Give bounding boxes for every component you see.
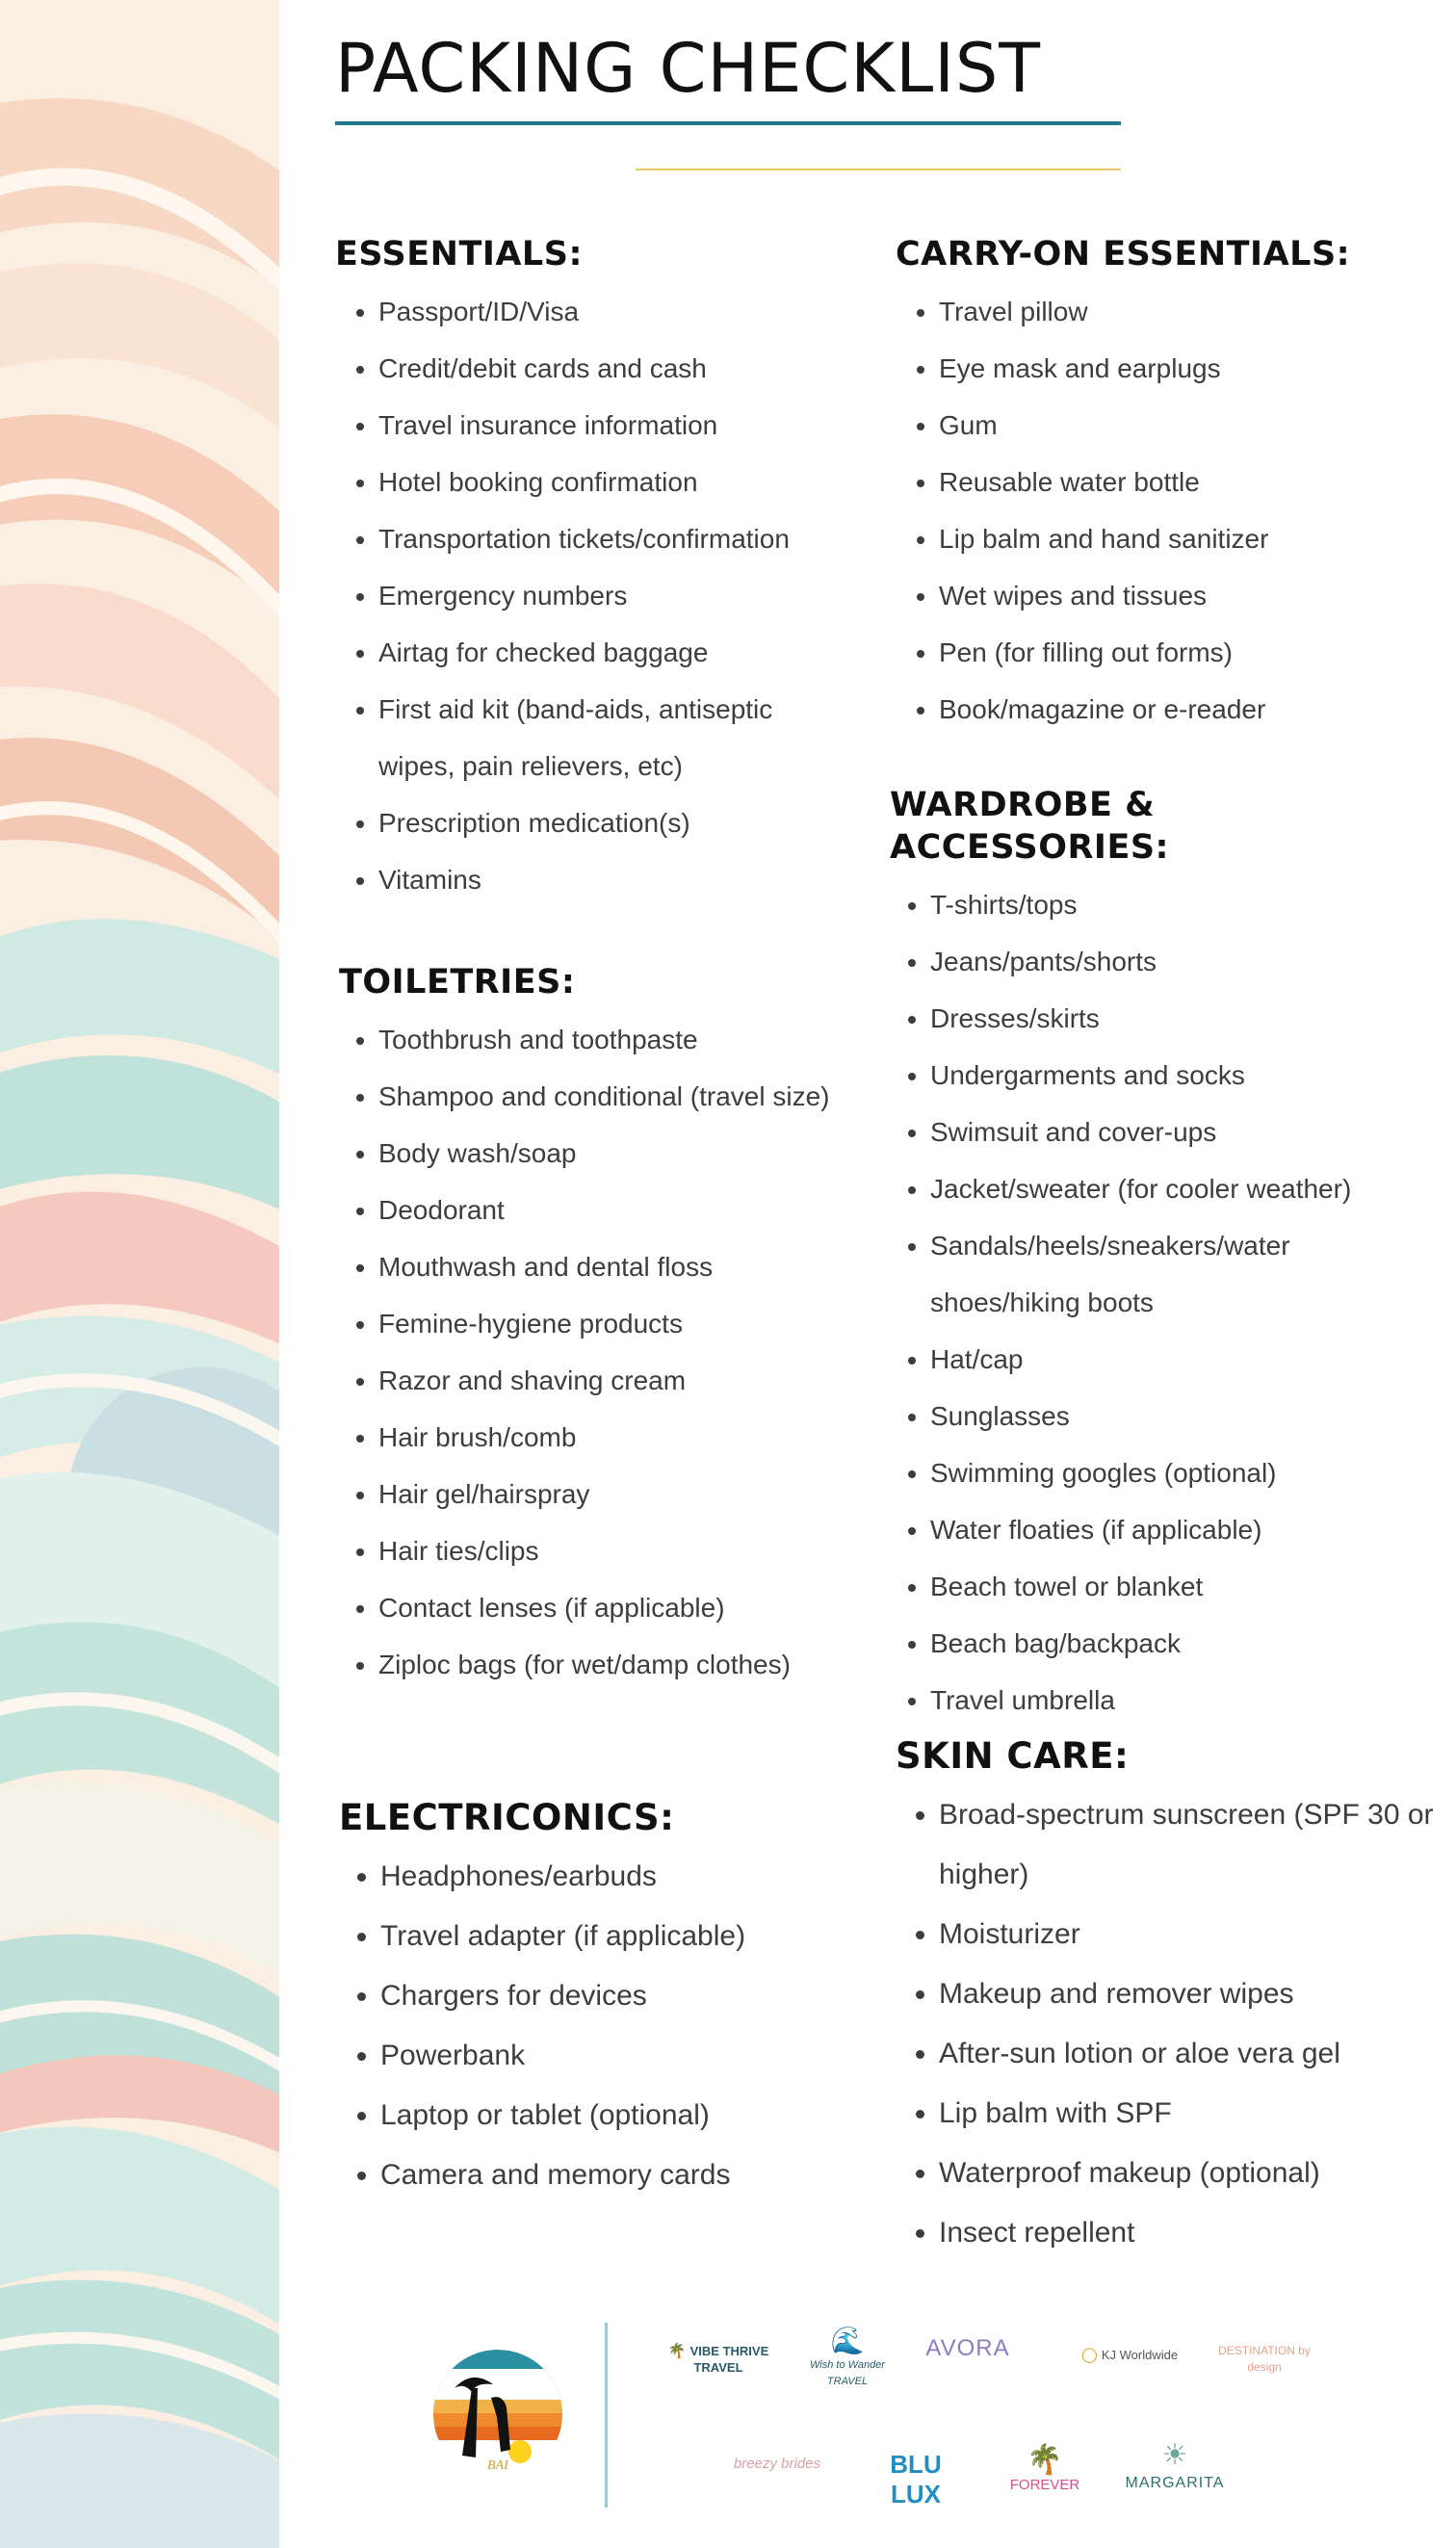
partner-name: Wish to Wander TRAVEL [810, 2359, 885, 2387]
list-item: • Dresses/skirts [930, 990, 1439, 1047]
list-item: • Laptop or tablet (optional) [380, 2086, 859, 2145]
section-heading: SKIN CARE: [896, 1735, 1130, 1777]
section-heading: CARRY-ON ESSENTIALS: [896, 235, 1351, 273]
list-item: • Beach bag/backpack [930, 1615, 1439, 1672]
list-item: • Wet wipes and tissues [939, 567, 1435, 624]
partner-logo [920, 2335, 1016, 2362]
section-heading: TOILETRIES: [339, 963, 576, 1001]
carryon-list [896, 283, 1435, 738]
palm-icon: 🌴 [667, 2343, 687, 2359]
partner-name: AVORA [925, 2335, 1010, 2361]
list-item: • Femine-hygiene products [378, 1295, 859, 1352]
partner-logo [863, 2450, 969, 2509]
essentials-section [335, 233, 855, 908]
wardrobe-section [890, 784, 1439, 1729]
list-item: • Deodorant [378, 1182, 859, 1238]
list-item: • Hair brush/comb [378, 1409, 859, 1466]
partner-logo [1211, 2342, 1317, 2375]
essentials-list [335, 283, 855, 908]
brand-logo-text: BAI [487, 2458, 508, 2473]
partner-name: BLU LUX [890, 2450, 942, 2509]
partner-name: FOREVER [1009, 2477, 1080, 2493]
partner-logo [1001, 2444, 1088, 2493]
brand-logo [433, 2350, 562, 2479]
electronics-section [339, 1797, 859, 2205]
list-item: • Swimming googles (optional) [930, 1444, 1439, 1501]
list-item: • Razor and shaving cream [378, 1352, 859, 1409]
partner-name: KJ Worldwide [1101, 2348, 1179, 2362]
list-item: • Travel insurance information [378, 397, 855, 454]
list-item: • Eye mask and earplugs [939, 340, 1435, 397]
list-item: • Lip balm and hand sanitizer [939, 510, 1435, 567]
skincare-list [896, 1785, 1435, 2263]
partner-name: MARGARITA [1125, 2475, 1225, 2491]
list-item: • After-sun lotion or aloe vera gel [939, 2024, 1435, 2084]
section-heading: WARDROBE & ACCESSORIES: [890, 786, 1170, 867]
list-item: • Hat/cap [930, 1331, 1439, 1388]
list-item: • Undergarments and socks [930, 1047, 1439, 1104]
list-item: • Jacket/sweater (for cooler weather) [930, 1160, 1439, 1217]
list-item: • Broad-spectrum sunscreen (SPF 30 or higher) [939, 1785, 1435, 1905]
list-item: • Ziploc bags (for wet/damp clothes) [378, 1636, 859, 1693]
list-item: • Vitamins [378, 851, 855, 908]
list-item: • Hair ties/clips [378, 1522, 859, 1579]
list-item: • Beach towel or blanket [930, 1558, 1439, 1615]
list-item: • First aid kit (band-aids, antiseptic wipes, pain relievers, etc) [378, 681, 855, 794]
list-item: • Headphones/earbuds [380, 1847, 859, 1907]
list-item: • Transportation tickets/confirmation [378, 510, 855, 567]
wardrobe-list [890, 876, 1439, 1729]
footer-divider [605, 2323, 608, 2508]
list-item: • Airtag for checked baggage [378, 624, 855, 681]
list-item: • Powerbank [380, 2026, 859, 2086]
list-item: • Sunglasses [930, 1388, 1439, 1444]
title-accent-line [636, 169, 1121, 170]
list-item: • Swimsuit and cover-ups [930, 1104, 1439, 1160]
list-item: • Toothbrush and toothpaste [378, 1011, 859, 1068]
electronics-list [339, 1847, 859, 2205]
list-item: • Jeans/pants/shorts [930, 933, 1439, 990]
list-item: • Mouthwash and dental floss [378, 1238, 859, 1295]
list-item: • Travel adapter (if applicable) [380, 1907, 859, 1966]
skincare-section [896, 1735, 1435, 2263]
list-item: • Insect repellent [939, 2203, 1435, 2263]
list-item: • T-shirts/tops [930, 876, 1439, 933]
list-item: • Reusable water bottle [939, 454, 1435, 510]
list-item: • Emergency numbers [378, 567, 855, 624]
partner-logo [664, 2342, 772, 2376]
title-underline [335, 121, 1121, 125]
wave-icon: 🌊 [830, 2326, 865, 2355]
toiletries-list [339, 1011, 859, 1693]
list-item: • Sandals/heels/sneakers/water shoes/hiking boots [930, 1217, 1439, 1331]
list-item: • Moisturizer [939, 1905, 1435, 1964]
list-item: • Water floaties (if applicable) [930, 1501, 1439, 1558]
list-item: • Contact lenses (if applicable) [378, 1579, 859, 1636]
list-item: • Body wash/soap [378, 1125, 859, 1182]
list-item: • Pen (for filling out forms) [939, 624, 1435, 681]
toiletries-section [339, 961, 859, 1693]
list-item: • Shampoo and conditional (travel size) [378, 1068, 859, 1125]
partner-name: DESTINATION by design [1218, 2344, 1311, 2374]
list-item: • Book/magazine or e-reader [939, 681, 1435, 738]
partner-logo [1117, 2436, 1233, 2492]
decorative-wave-panel [0, 0, 279, 2548]
list-item: • Travel pillow [939, 283, 1435, 340]
list-item: • Camera and memory cards [380, 2145, 859, 2205]
partner-logo [1077, 2346, 1183, 2363]
list-item: • Gum [939, 397, 1435, 454]
list-item: • Credit/debit cards and cash [378, 340, 855, 397]
list-item: • Hair gel/hairspray [378, 1466, 859, 1522]
page-title: PACKING CHECKLIST [335, 29, 1042, 108]
partner-name: breezy brides [733, 2456, 821, 2472]
palm-icon: 🌴 [1027, 2444, 1063, 2476]
list-item: • Chargers for devices [380, 1966, 859, 2026]
partner-logo [724, 2456, 830, 2472]
partner-name: VIBE THRIVE TRAVEL [689, 2344, 769, 2375]
partner-logo [799, 2327, 896, 2388]
carryon-section [896, 233, 1435, 738]
list-item: • Passport/ID/Visa [378, 283, 855, 340]
list-item: • Makeup and remover wipes [939, 1964, 1435, 2024]
yoga-icon: ☀ [1161, 2439, 1188, 2471]
list-item: • Hotel booking confirmation [378, 454, 855, 510]
list-item: • Waterproof makeup (optional) [939, 2144, 1435, 2203]
list-item: • Travel umbrella [930, 1672, 1439, 1729]
section-heading: ESSENTIALS: [335, 235, 583, 273]
pin-icon: ◯ [1080, 2347, 1098, 2363]
list-item: • Lip balm with SPF [939, 2084, 1435, 2144]
section-heading: ELECTRICONICS: [339, 1797, 675, 1838]
list-item: • Prescription medication(s) [378, 794, 855, 851]
